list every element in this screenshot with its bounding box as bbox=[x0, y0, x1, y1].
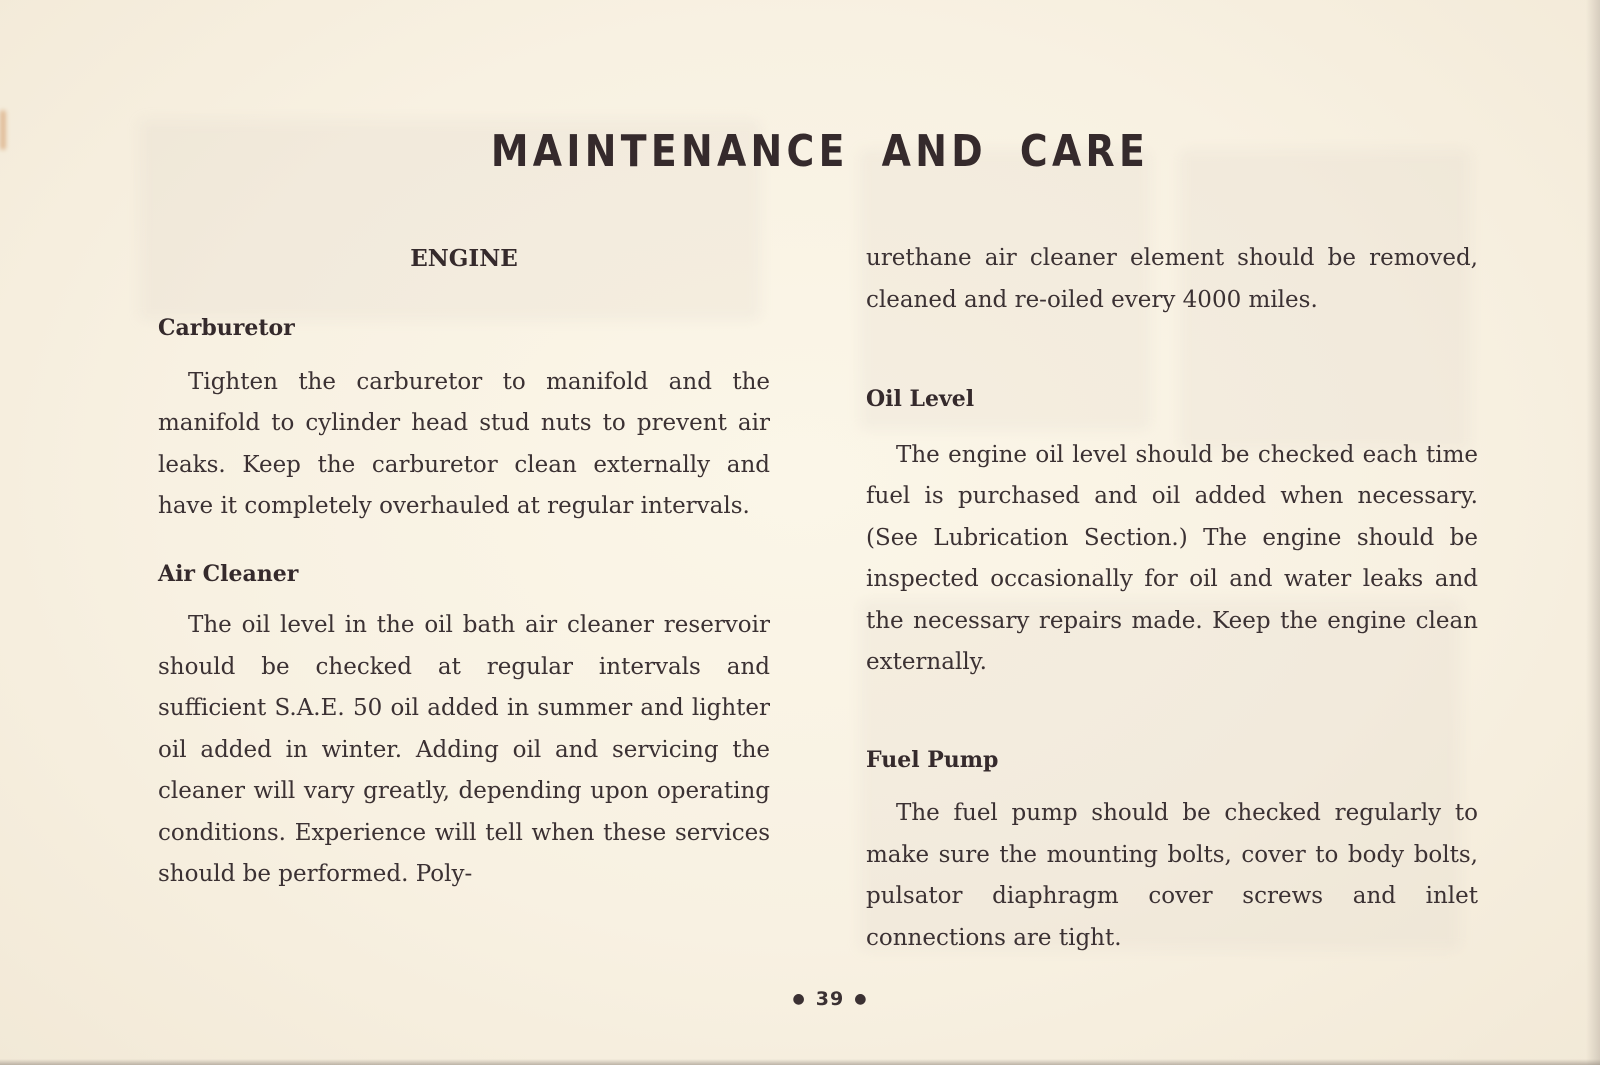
left-column bbox=[158, 238, 770, 896]
bullet-icon: ● bbox=[854, 991, 868, 1007]
page-number-value: 39 bbox=[815, 988, 845, 1010]
paper-stain bbox=[0, 110, 6, 150]
right-column bbox=[866, 238, 1478, 959]
page-number bbox=[0, 988, 1600, 1010]
paragraph-oil-level: The engine oil level should be checked each time fuel is purchased and oil added when necessary. (See Lubrication Section.) The engine should be inspected occasionally for oil and water leaks and the necessary repairs made. Keep the engine clean externally. bbox=[866, 441, 1478, 675]
subheading-carburetor: Carburetor bbox=[158, 315, 295, 341]
paragraph-air-cleaner: The oil level in the oil bath air cleaner reservoir should be checked at regular intervals and sufficient S.A.E. 50 oil added in summer and lighter oil added in winter. Adding oil and servicing the cleaner will vary greatly, depending upon operating conditions. Experience will tell when these services should be performed. Poly- bbox=[158, 612, 770, 887]
subheading-oil-level: Oil Level bbox=[866, 386, 975, 412]
bullet-icon: ● bbox=[792, 991, 806, 1007]
subheading-air-cleaner: Air Cleaner bbox=[158, 560, 299, 587]
section-heading-engine: ENGINE bbox=[410, 245, 518, 272]
subheading-fuel-pump: Fuel Pump bbox=[866, 746, 999, 773]
page-title: MAINTENANCE AND CARE bbox=[490, 126, 1150, 177]
page-edge-right bbox=[1586, 0, 1600, 1065]
paragraph-fuel-pump: The fuel pump should be checked regularly to make sure the mounting bolts, cover to body bolts, pulsator diaphragm cover screws and inlet connections are tight. bbox=[866, 800, 1478, 951]
paragraph-carburetor: Tighten the carburetor to manifold and the manifold to cylinder head stud nuts to prevent air leaks. Keep the carburetor clean externally and have it completely overhauled at regular intervals. bbox=[158, 368, 770, 519]
page-edge-bottom bbox=[0, 1059, 1600, 1065]
paragraph-air-cleaner-continued: urethane air cleaner element should be removed, cleaned and re-oiled every 4000 miles. bbox=[866, 245, 1478, 313]
